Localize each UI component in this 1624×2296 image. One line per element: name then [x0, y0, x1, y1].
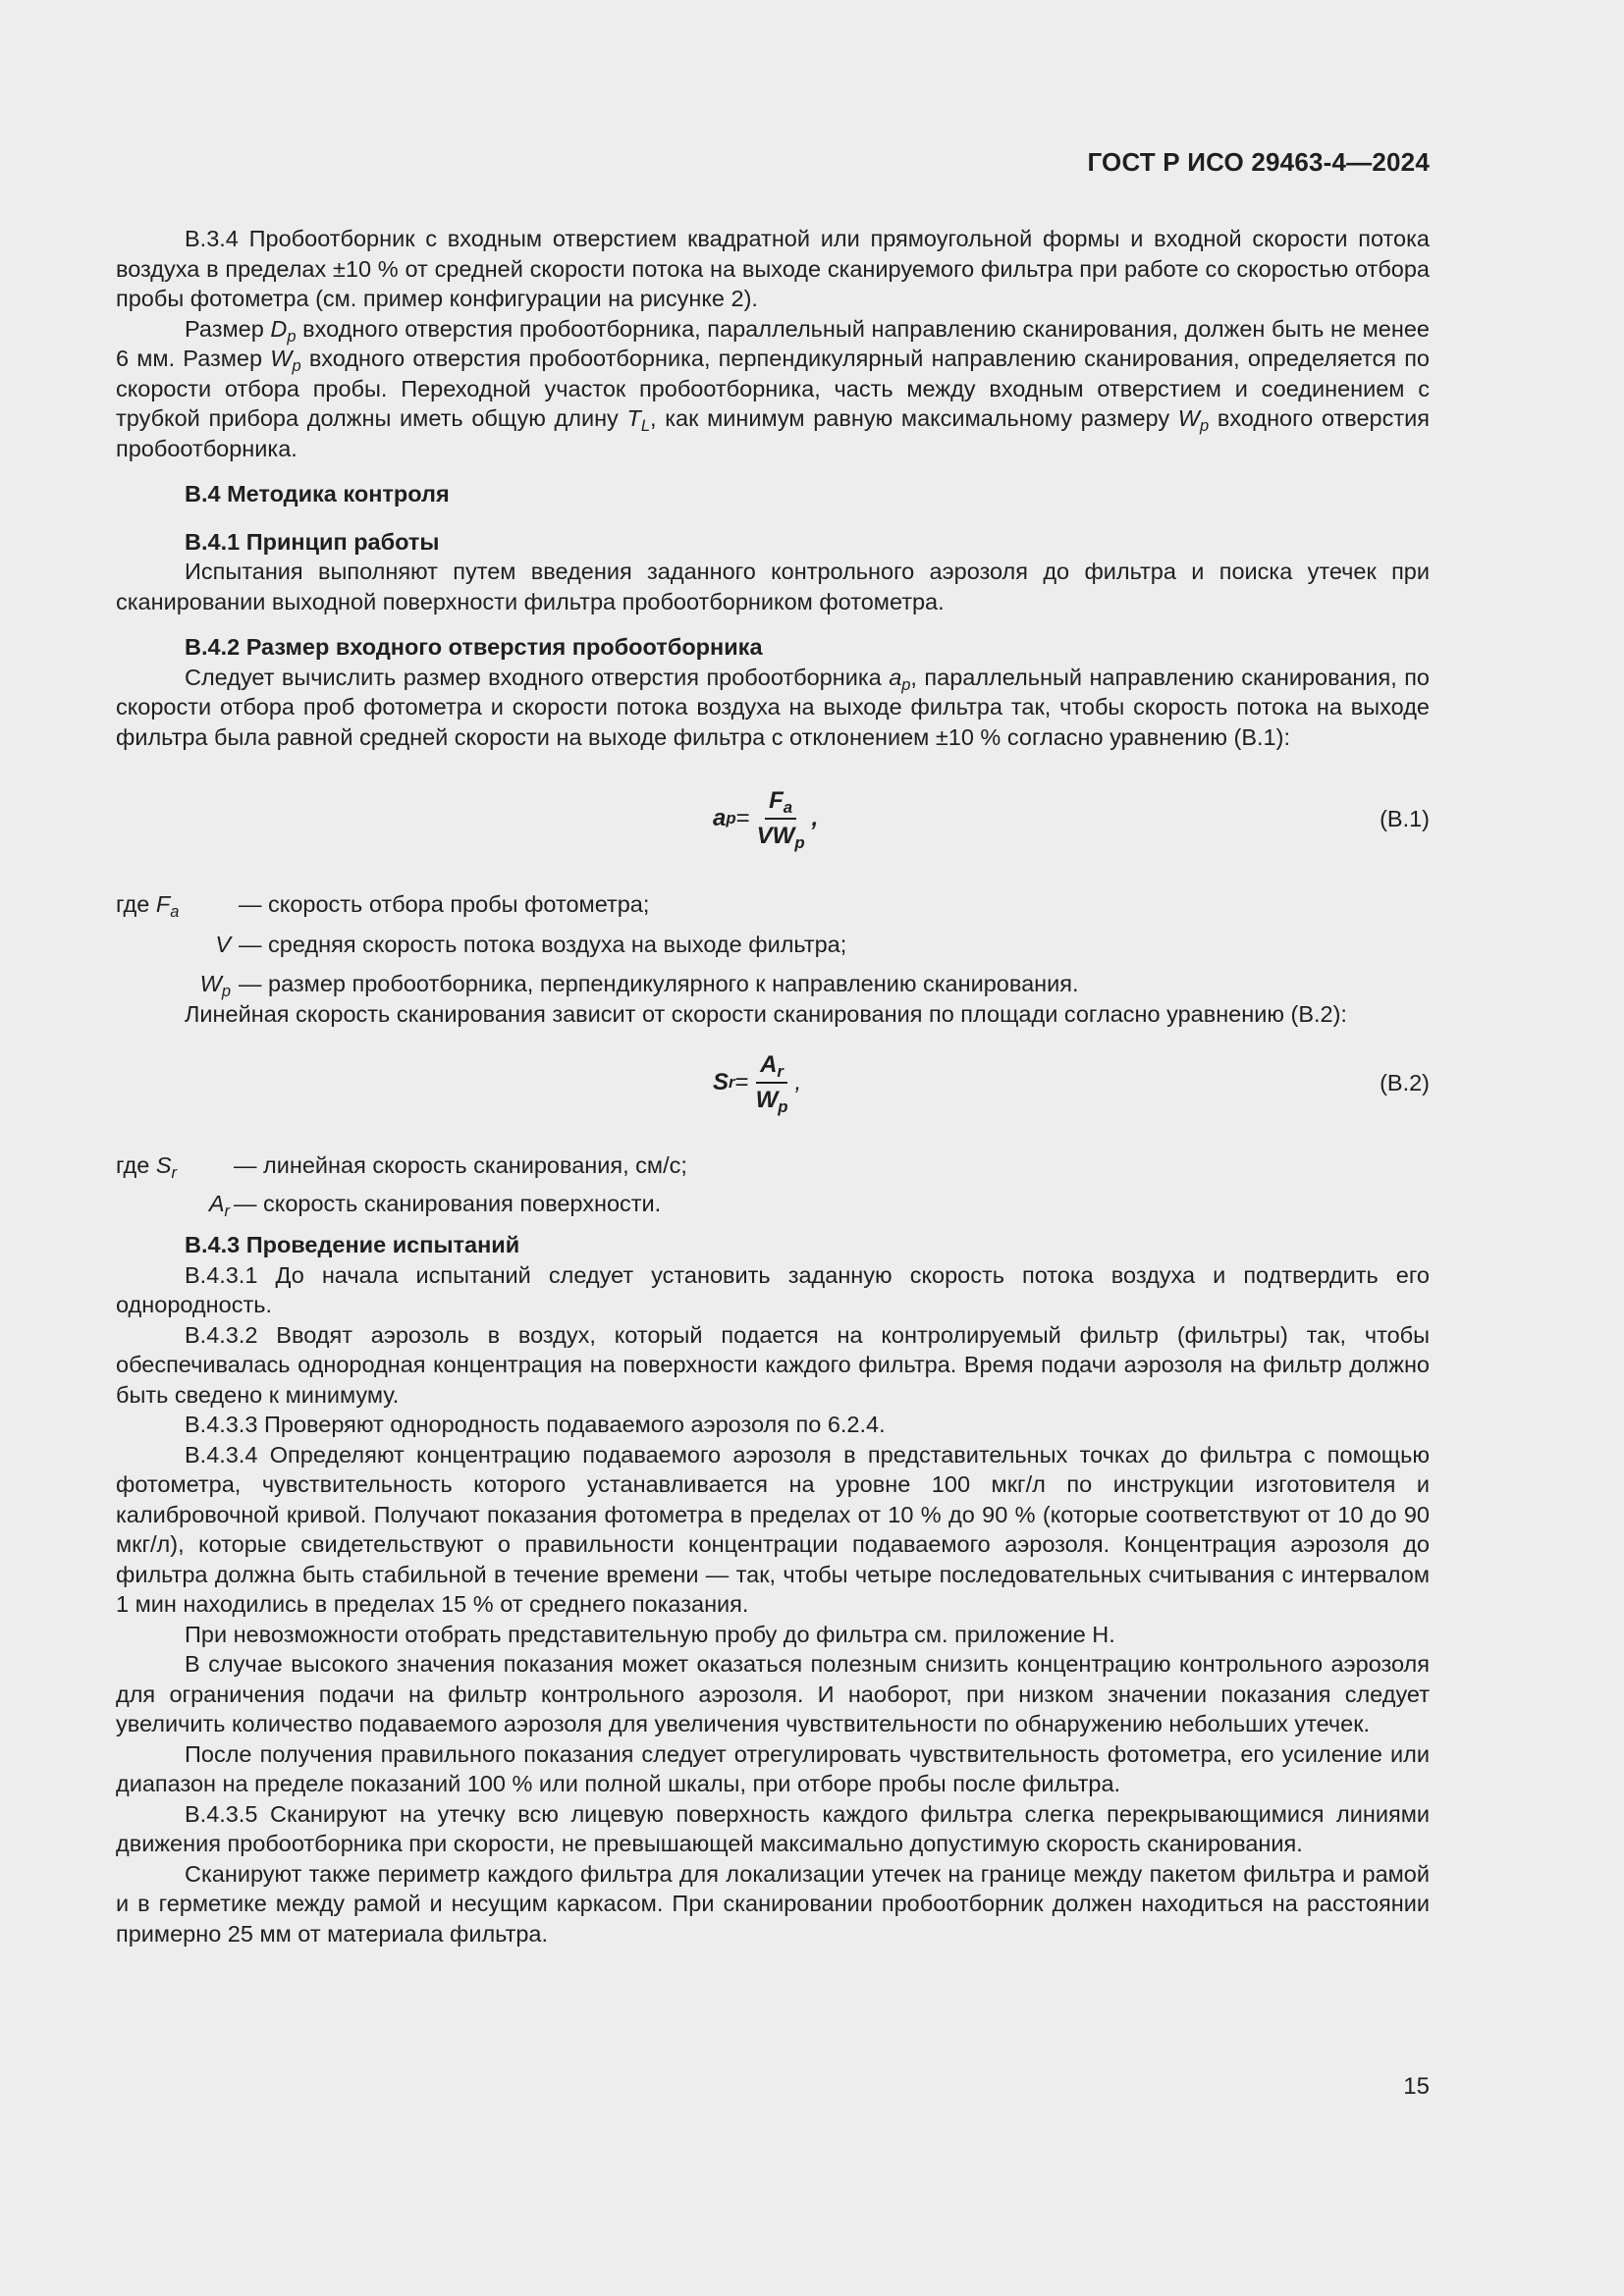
eq-sign: = [735, 804, 750, 831]
eq-fraction [753, 786, 809, 852]
subscript: p [221, 983, 231, 1000]
paragraph-b34-2 [116, 314, 1430, 464]
section-heading-b41: B.4.1 Принцип работы [185, 528, 440, 555]
paragraph-b435: B.4.3.5 Сканируют на утечку всю лицевую поверхность каждого фильтра слегка перекрывающимися линиями движения пробоотборника при скорости, не превышающей максимально допустимую скорость сканирования. [116, 1800, 1430, 1856]
where-symbol [116, 1150, 234, 1181]
subscript: p [292, 357, 301, 375]
eq-fraction [752, 1050, 792, 1116]
text-run: входного отверстия пробоотборника, параллельный направлению сканирования, должен быть не менее 6 мм. Размер [116, 315, 1430, 371]
eq-den-sym: VW [756, 823, 795, 849]
text-run: входного отверстия пробоотборника, перпендикулярный направлению сканирования, определяется по скорости отбора пробы. Переходной участок пробоотборника, часть между входным отверстием и соединением с трубкой прибора должны иметь общую длину [116, 346, 1430, 431]
eq-tail: , [811, 804, 819, 831]
eq-lhs: S [713, 1068, 730, 1095]
paragraph-b431: B.4.3.1 До начала испытаний следует установить заданную скорость потока воздуха и подтвердить его однородность. [116, 1261, 1430, 1317]
equation-b1 [116, 774, 1430, 864]
eq-numerator [765, 786, 796, 821]
where-symbol [116, 969, 239, 999]
paragraph-linear-speed: Линейная скорость сканирования зависит от скорости сканирования по площади согласно уравнению (B.2): [185, 1000, 1347, 1027]
where-list-b2 [116, 1150, 1430, 1218]
subscript: a [170, 903, 180, 921]
equation-number: (B.1) [1380, 805, 1430, 831]
eq-numerator [756, 1050, 787, 1085]
subscript: p [287, 327, 297, 346]
symbol: S [155, 1152, 172, 1178]
symbol: V [215, 931, 231, 957]
eq-lhs: a [713, 804, 727, 831]
subscript: r [224, 1201, 230, 1220]
symbol: D [270, 315, 288, 342]
paragraph-b433: B.4.3.3 Проверяют однородность подаваемого аэрозоля по 6.2.4. [185, 1412, 886, 1437]
eq-denominator [752, 1084, 792, 1116]
where-symbol [116, 889, 239, 920]
paragraph-b434: B.4.3.4 Определяют концентрацию подаваемого аэрозоля в представительных точках до фильтра с помощью фотометра, чувствительность которого устанавливается на уровне 100 мкг/л по инструкции изготовителя и калибровочной кривой. Получают показания фотометра в пределах от 10 % до 90 % (которые соответствуют от 10 до 90 мкг/л), которые свидетельствуют о правильности концентрации подаваемого аэрозоля. Концентрация аэрозоля до фильтра должна быть стабильной в течение времени — так, чтобы четыре последовательных считывания с интервалом 1 мин находились в пределах 15 % от среднего показания. [116, 1441, 1430, 1617]
eq-den-sym: W [755, 1087, 779, 1113]
section-heading-b43: B.4.3 Проведение испытаний [185, 1232, 520, 1257]
paragraph-b34-1: B.3.4 Пробоотборник с входным отверстием квадратной или прямоугольной формы и входной скорости потока воздуха в пределах ±10 % от средней скорости потока на выходе сканируемого фильтра при работе со скоростью отбора пробы фотометра (см. пример конфигурации на рисунке 2). [116, 226, 1430, 311]
symbol: W [199, 971, 222, 996]
paragraph-b432: B.4.3.2 Вводят аэрозоль в воздух, который подается на контролируемый фильтр (фильтры) так, чтобы обеспечивалась однородная концентрация на поверхности каждого фильтра. Время подачи аэрозоля на фильтр должно быть сведено к минимуму. [116, 1321, 1430, 1408]
paragraph-b435-perimeter: Сканируют также периметр каждого фильтра для локализации утечек на границе между пакетом фильтра и рамой и в герметике между рамой и несущим каркасом. При сканировании пробоотборник должен находиться на расстоянии примерно 25 мм от материала фильтра. [116, 1860, 1430, 1947]
symbol: A [208, 1190, 225, 1216]
eq-sign: = [734, 1068, 749, 1095]
text-run: Следует вычислить размер входного отверстия пробоотборника [185, 664, 890, 690]
page-content [116, 224, 1430, 1949]
equation-b2 [116, 1042, 1430, 1123]
where-intro: где [116, 891, 156, 917]
equation-body: a p = $\frac{F_a}{VW_p}$ , [713, 786, 819, 852]
subscript: r [171, 1164, 177, 1182]
symbol: a [889, 664, 902, 690]
section-heading-b42: B.4.2 Размер входного отверстия пробоотборника [185, 634, 763, 660]
eq-num-sym: A [760, 1050, 778, 1078]
eq-num-sub: r [777, 1061, 784, 1081]
where-definition: — скорость отбора пробы фотометра; [239, 891, 650, 917]
where-list-b1 [116, 889, 1430, 999]
subscript: L [640, 417, 651, 435]
eq-denominator [753, 820, 809, 852]
symbol: W [1177, 405, 1200, 431]
paragraph-b434-adjust: После получения правильного показания следует отрегулировать чувствительность фотометра, его усиление или диапазон на пределе показаний 100 % или полной шкалы, при отборе пробы после фильтра. [116, 1740, 1430, 1796]
where-symbol [116, 1189, 234, 1219]
subscript: p [1199, 417, 1210, 435]
where-definition: — скорость сканирования поверхности. [234, 1190, 662, 1216]
where-symbol [116, 930, 239, 960]
eq-num-sym: F [769, 786, 784, 814]
paragraph-b434-high: В случае высокого значения показания может оказаться полезным снизить концентрацию контрольного аэрозоля для ограничения подачи на фильтр контрольного аэрозоля. И наоборот, при низком значении показания следует увеличить количество подаваемого аэрозоля для увеличения чувствительности по обнаружению небольших утечек. [116, 1651, 1430, 1736]
eq-num-sub: a [783, 797, 793, 817]
paragraph-b434-note: При невозможности отобрать представительную пробу до фильтра см. приложение H. [185, 1621, 1115, 1647]
page-number: 15 [1403, 2073, 1430, 2100]
where-definition: — линейная скорость сканирования, см/с; [234, 1152, 687, 1178]
eq-den-sub: p [778, 1097, 788, 1116]
equation-body: S r = $\frac{A_r}{W_p}$ , [713, 1050, 802, 1116]
text-run: , как минимум равную максимальному размеру [650, 405, 1178, 431]
subscript: p [901, 675, 911, 694]
eq-den-sub: p [794, 833, 805, 852]
section-heading-b4: B.4 Методика контроля [185, 481, 450, 507]
symbol: F [155, 891, 171, 917]
symbol: T [626, 405, 641, 431]
eq-tail: , [794, 1068, 802, 1095]
where-definition: — средняя скорость потока воздуха на выходе фильтра; [239, 931, 847, 957]
where-intro: где [116, 1152, 156, 1178]
where-definition: — размер пробоотборника, перпендикулярного к направлению сканирования. [239, 971, 1079, 996]
equation-number: (B.2) [1380, 1069, 1430, 1095]
document-header: ГОСТ Р ИСО 29463-4—2024 [1087, 147, 1430, 177]
text-run: , параллельный направлению сканирования, по скорости отбора проб фотометра и скорости потока воздуха на выходе фильтра так, чтобы скорость потока на выходе фильтра была равной средней скорости на выходе фильтра с отклонением ±10 % согласно уравнению (B.1): [116, 664, 1431, 750]
symbol: W [270, 346, 293, 371]
text-run: входного отверстия пробоотборника. [116, 405, 1430, 461]
paragraph-b42-1 [116, 663, 1430, 753]
text-run: Размер [185, 315, 271, 342]
paragraph-b41-1: Испытания выполняют путем введения заданного контрольного аэрозоля до фильтра и поиска утечек при сканировании выходной поверхности фильтра пробоотборником фотометра. [116, 559, 1430, 614]
